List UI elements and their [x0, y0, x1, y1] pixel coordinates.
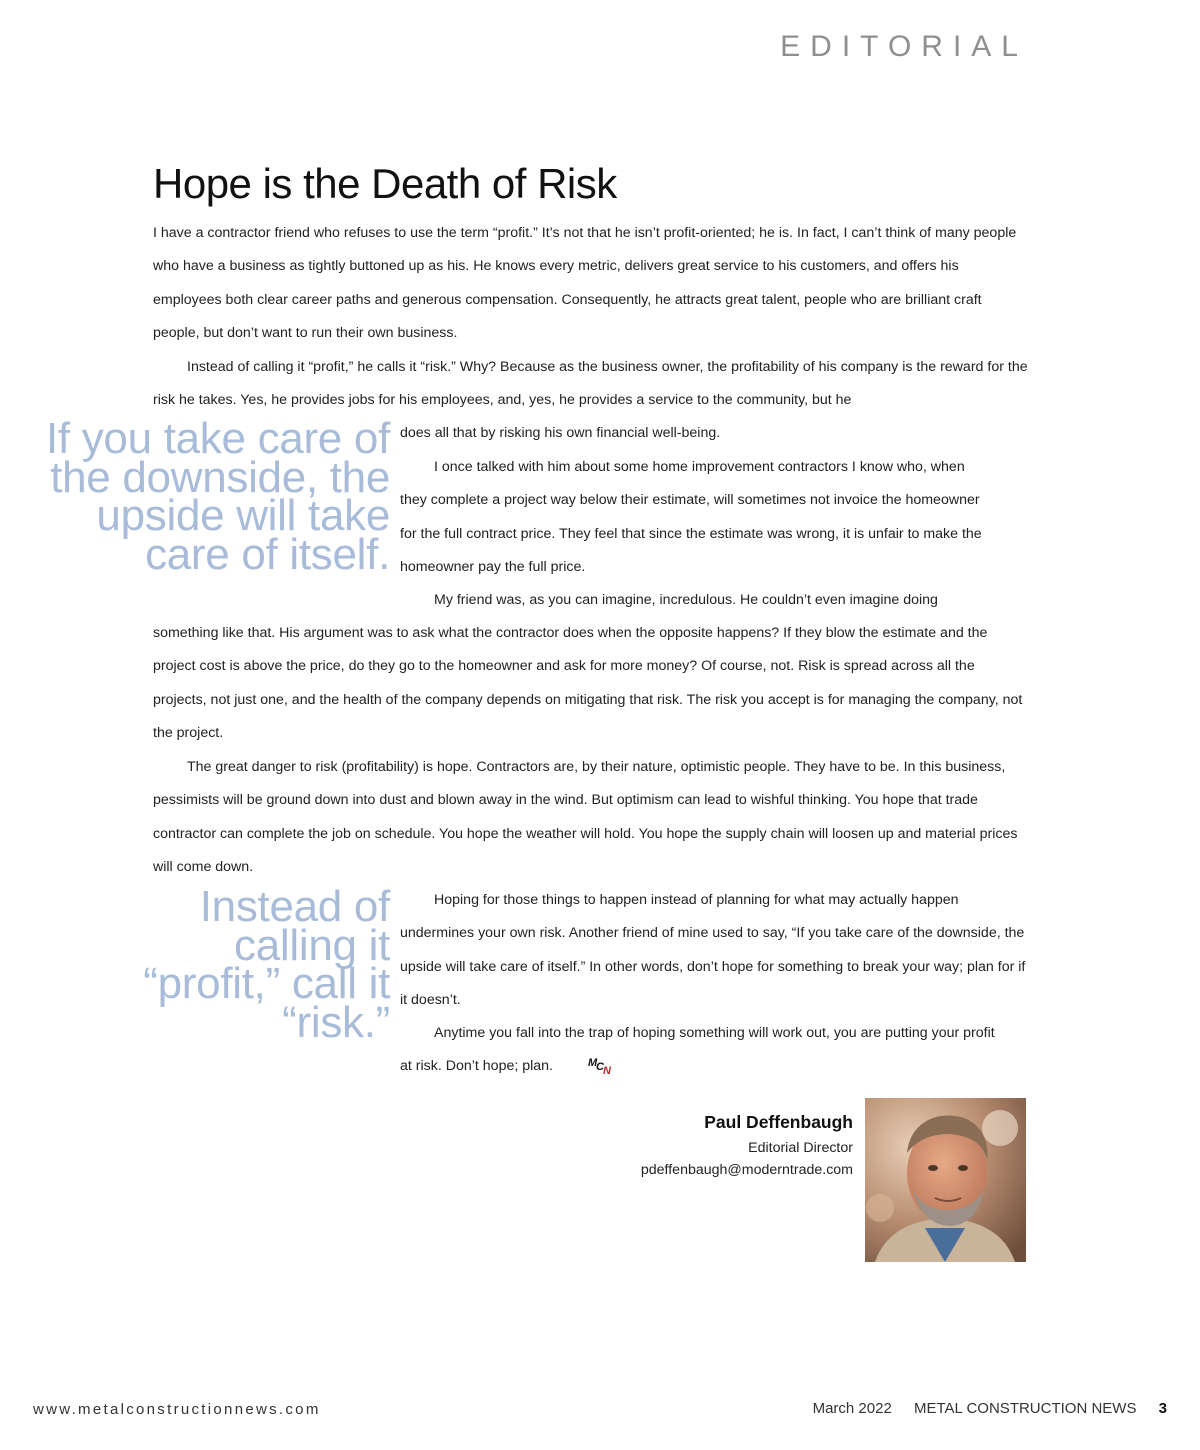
- footer-url: www.metalconstructionnews.com: [33, 1401, 321, 1418]
- author-role: Editorial Director: [748, 1140, 853, 1156]
- article-paragraph: The great danger to risk (profitability) is hope. Contractors are, by their nature, optimistic people. They have to be. In this business, pessimists will be ground down into dust and blown away in the wind. But optimism can lead to wishful thinking. You hope that trade contractor can complete the job on schedule. You hope the weather will hold. You hope the supply chain will loosen up and material prices will come down.: [153, 759, 1018, 875]
- section-label: EDITORIAL: [780, 30, 1028, 63]
- article-paragraph: something like that. His argument was to ask what the contractor does when the opposite happens? If they blow the estimate and the project cost is above the price, do they go to the homeowner and ask for more money? Of course, not. Risk is spread across all the projects, not just one, and the health of the company depends on mitigating that risk. The risk you accept is for managing the company, not the project.: [153, 625, 1023, 741]
- author-photo: [865, 1098, 1026, 1262]
- page-number: 3: [1158, 1400, 1167, 1417]
- article-paragraph: Hoping for those things to happen instead of planning for what may actually happen undermines your own risk. Another friend of mine used to say, “If you take care of the downside, the upside will take care of itself.” In other words, don’t hope for something to break your way; plan for if it doesn’t.: [400, 892, 1026, 1008]
- pull-quote: If you take care of the downside, the upside will take care of itself.: [45, 414, 390, 580]
- article-paragraph: does all that by risking his own financial well-being.: [400, 425, 721, 441]
- svg-text:N: N: [603, 1065, 611, 1075]
- final-paragraph-text: Anytime you fall into the trap of hoping something will work out, you are putting your profit at risk. Don’t hope; plan.: [400, 1025, 995, 1075]
- article-paragraph-final: [400, 1017, 1000, 1088]
- mcn-logo-icon: [554, 1054, 614, 1087]
- author-name: Paul Deffenbaugh: [704, 1112, 853, 1132]
- author-signature: [453, 1112, 853, 1181]
- svg-text:C: C: [596, 1061, 604, 1074]
- article-title: Hope is the Death of Risk: [153, 160, 617, 207]
- pull-quote: Instead of calling it “profit,” call it “risk.”: [143, 882, 390, 1048]
- footer-date: March 2022: [812, 1400, 892, 1417]
- footer-publication: METAL CONSTRUCTION NEWS: [913, 1400, 1137, 1417]
- article-paragraph: I once talked with him about some home improvement contractors I know who, when they complete a project way below their estimate, will sometimes not invoice the homeowner for the full contract price. They feel that since the estimate was wrong, it is unfair to make the homeowner pay the full price.: [400, 459, 982, 575]
- article-paragraph: I have a contractor friend who refuses to use the term “profit.” It’s not that he isn’t profit-oriented; he is. In fact, I can’t think of many people who have a business as tightly buttoned up as his. He knows every metric, delivers great service to his customers, and offers his employees both clear career paths and generous compensation. Consequently, he attracts great talent, people who are brilliant craft people, but don’t want to run their own business.: [153, 225, 1017, 341]
- svg-text:M: M: [588, 1057, 598, 1070]
- footer-right: [813, 1400, 1167, 1417]
- article-paragraph: Instead of calling it “profit,” he calls it “risk.” Why? Because as the business owner, the profitability of his company is the reward for the risk he takes. Yes, he provides jobs for his employees, and, yes, he provides a service to the community, but he: [153, 359, 1028, 409]
- article-paragraph: My friend was, as you can imagine, incredulous. He couldn’t even imagine doing: [434, 592, 938, 608]
- author-email: pdeffenbaugh@moderntrade.com: [640, 1162, 853, 1178]
